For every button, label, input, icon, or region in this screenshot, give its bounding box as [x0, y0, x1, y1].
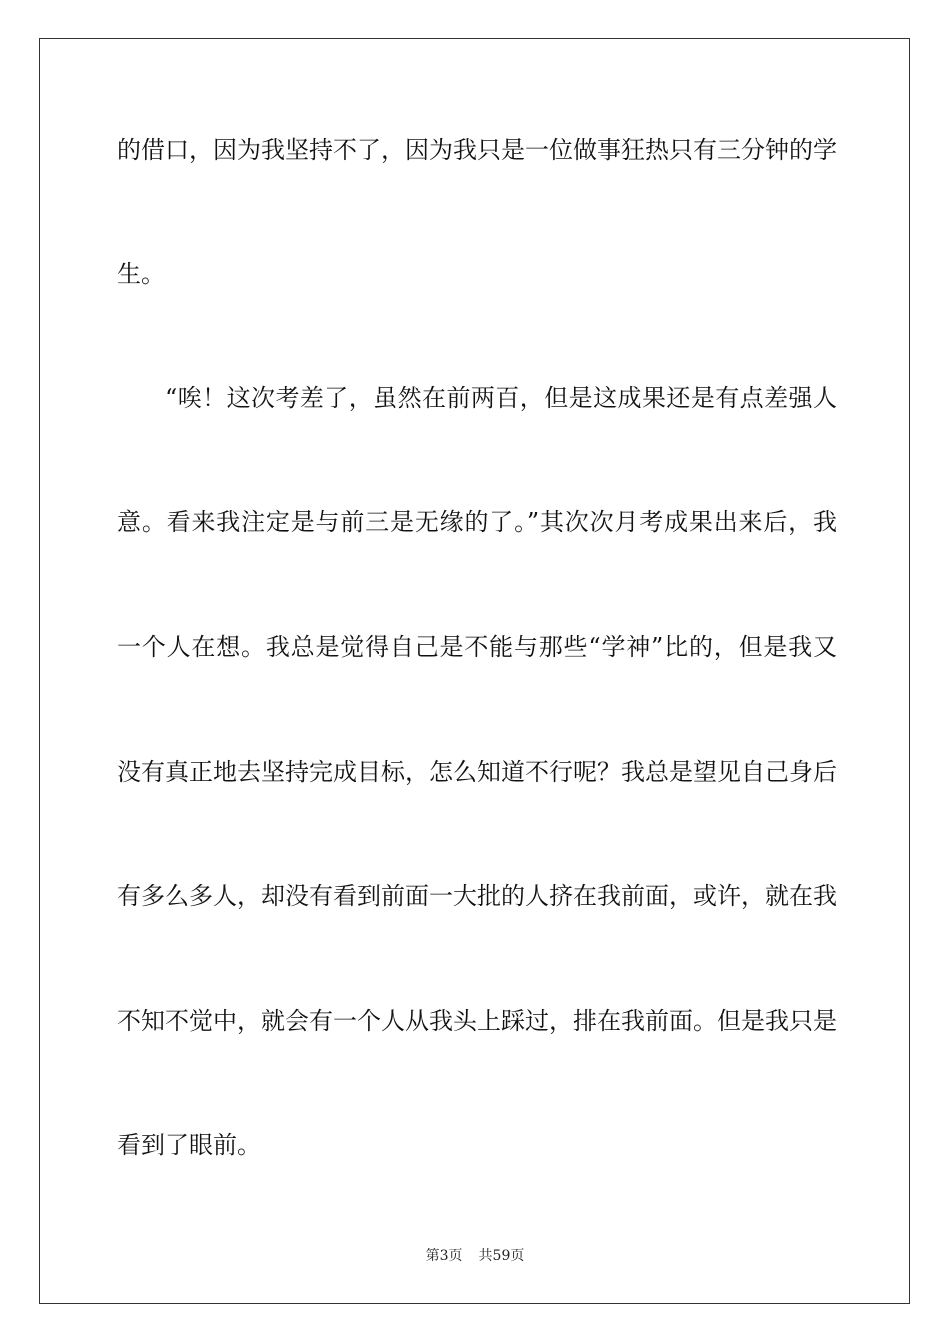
paragraph-line: “唉！这次考差了，虽然在前两百，但是这成果还是有点差强人 [165, 384, 837, 412]
paragraph-line: 的借口，因为我坚持不了，因为我只是一位做事狂热只有三分钟的学 [117, 136, 837, 164]
paragraph-line: 有多么多人，却没有看到前面一大批的人挤在我前面，或许，就在我 [117, 882, 837, 910]
page-footer [0, 1246, 950, 1266]
paragraph-line: 看到了眼前。 [117, 1131, 261, 1159]
page-frame [39, 38, 910, 1304]
paragraph-line: 没有真正地去坚持完成目标，怎么知道不行呢？我总是望见自己身后 [117, 758, 837, 786]
paragraph-line: 意。看来我注定是与前三是无缘的了。”其次次月考成果出来后，我 [117, 508, 837, 536]
page-number: 第3页 [425, 1248, 463, 1264]
paragraph-line: 生。 [117, 260, 165, 288]
total-pages: 共59页 [478, 1248, 525, 1264]
paragraph-line: 不知不觉中，就会有一个人从我头上踩过，排在我前面。但是我只是 [117, 1007, 837, 1035]
paragraph-line: 一个人在想。我总是觉得自己是不能与那些“学神”比的，但是我又 [117, 633, 837, 661]
